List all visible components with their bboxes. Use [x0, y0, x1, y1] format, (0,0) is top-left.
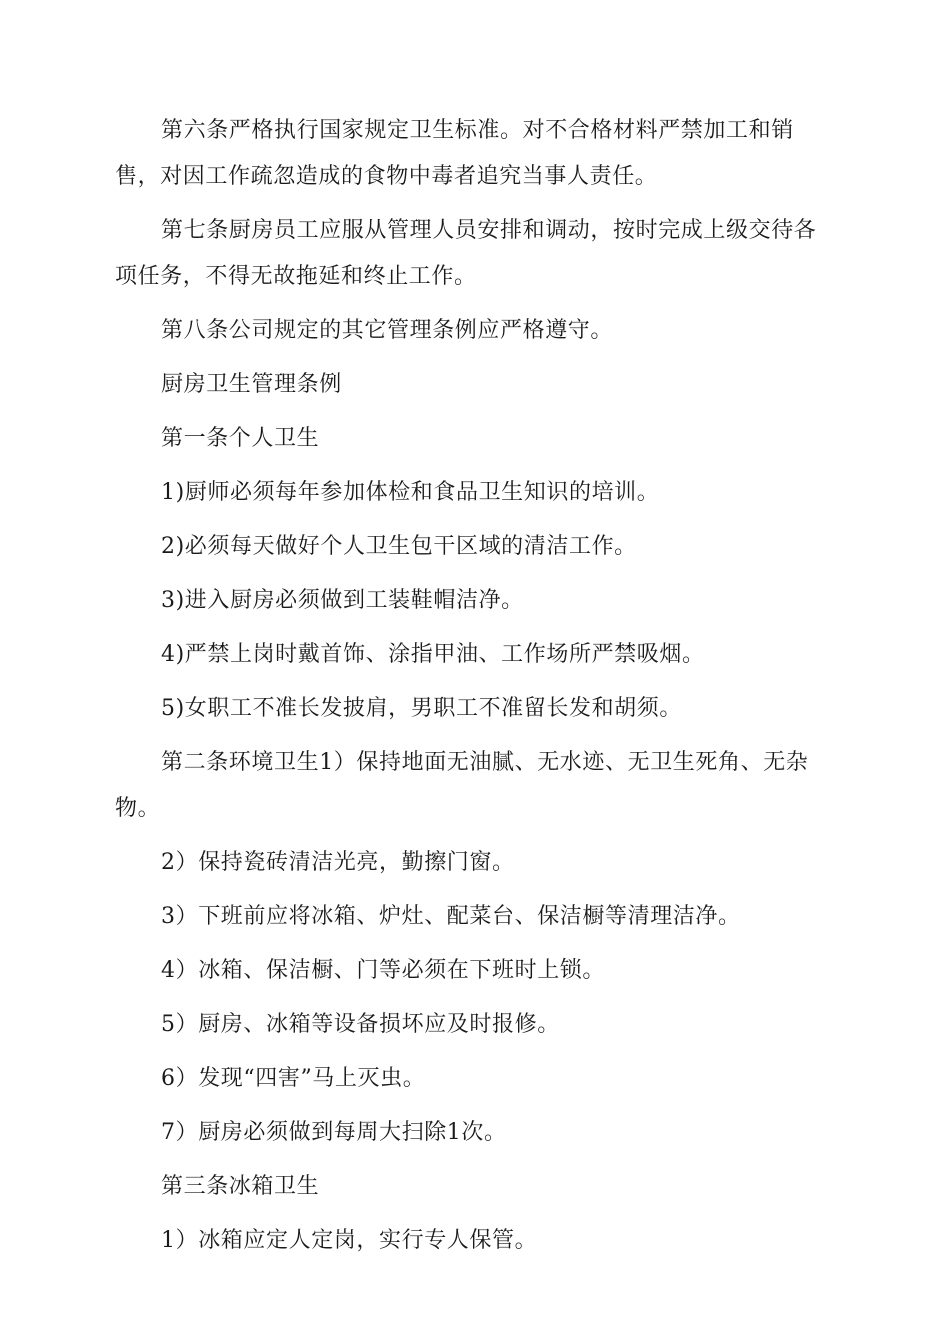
list-item: 2)必须每天做好个人卫生包干区域的清洁工作。: [161, 534, 637, 559]
document-body: [115, 108, 835, 1272]
list-item: 4)严禁上岗时戴首饰、涂指甲油、工作场所严禁吸烟。: [161, 642, 705, 667]
list-item: 4）冰箱、保洁橱、门等必须在下班时上锁。: [161, 958, 605, 983]
article-heading-fridge-hygiene: 第三条冰箱卫生: [161, 1174, 320, 1199]
list-item: 5)女职工不准长发披肩，男职工不准留长发和胡须。: [161, 696, 682, 721]
list-item: 6）发现“四害”马上灭虫。: [161, 1066, 426, 1091]
list-item: 1）冰箱应定人定岗，实行专人保管。: [161, 1228, 538, 1253]
paragraph-article-8: 第八条公司规定的其它管理条例应严格遵守。: [161, 318, 614, 343]
list-item: 7）厨房必须做到每周大扫除1次。: [161, 1120, 507, 1145]
article-heading-personal-hygiene: 第一条个人卫生: [161, 426, 320, 451]
section-heading-kitchen-hygiene: 厨房卫生管理条例: [161, 372, 342, 397]
paragraph-article-7: 第七条厨房员工应服从管理人员安排和调动，按时完成上级交待各项任务，不得无故拖延和终止工作。: [115, 218, 817, 289]
list-item: 2）保持瓷砖清洁光亮，勤擦门窗。: [161, 850, 515, 875]
article-heading-environment-hygiene: 第二条环境卫生1）保持地面无油腻、无水迹、无卫生死角、无杂物。: [115, 750, 809, 821]
list-item: 3)进入厨房必须做到工装鞋帽洁净。: [161, 588, 524, 613]
list-item: 5）厨房、冰箱等设备损坏应及时报修。: [161, 1012, 560, 1037]
paragraph-article-6: 第六条严格执行国家规定卫生标准。对不合格材料严禁加工和销售，对因工作疏忽造成的食物中毒者追究当事人责任。: [115, 118, 794, 189]
list-item: 3）下班前应将冰箱、炉灶、配菜台、保洁橱等清理洁净。: [161, 904, 741, 929]
list-item: 1)厨师必须每年参加体检和食品卫生知识的培训。: [161, 480, 660, 505]
